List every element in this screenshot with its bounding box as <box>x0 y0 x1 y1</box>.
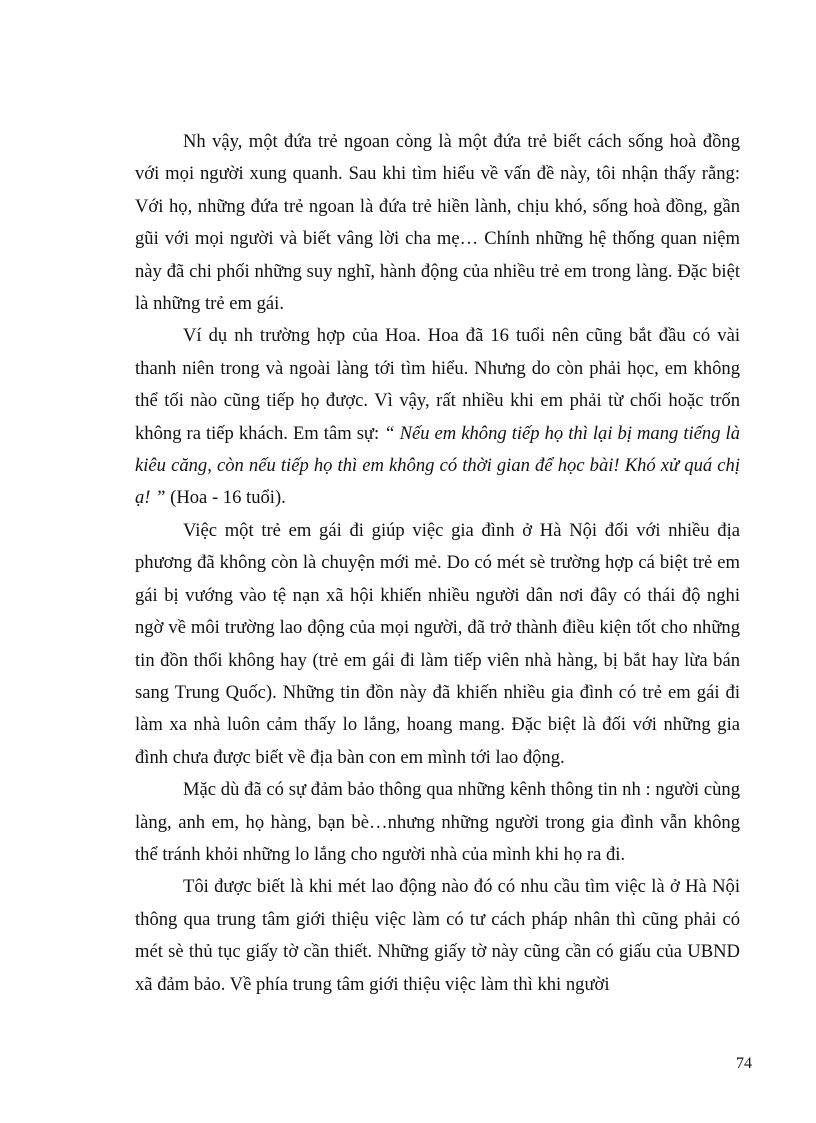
paragraph-2 <box>135 320 740 514</box>
body-text <box>135 126 740 1001</box>
quote-attribution: (Hoa - 16 tuổi). <box>165 487 286 509</box>
page-number: 74 <box>736 1055 752 1072</box>
paragraph-3: Việc một trẻ em gái đi giúp việc gia đình ở Hà Nội đối với nhiều địa phương đã không còn là chuyện mới mẻ. Do có mét sè trường hợp cá biệt trẻ em gái bị vướng vào tệ nạn xã hội khiến nhiều người dân nơi đây có thái độ nghi ngờ về môi trường lao động của mọi người, đã trở thành điều kiện tốt cho những tin đồn thổi không hay (trẻ em gái đi làm tiếp viên nhà hàng, bị bắt hay lừa bán sang Trung Quốc). Những tin đồn này đã khiến nhiều gia đình có trẻ em gái đi làm xa nhà luôn cảm thấy lo lắng, hoang mang. Đặc biệt là đối với những gia đình chưa được biết về địa bàn con em mình tới lao động. <box>135 519 740 768</box>
paragraph-1: Nh vậy, một đứa trẻ ngoan còng là một đứa trẻ biết cách sống hoà đồng với mọi người xung quanh. Sau khi tìm hiểu về vấn đề này, tôi nhận thấy rằng: Với họ, những đứa trẻ ngoan là đứa trẻ hiền lành, chịu khó, sống hoà đồng, gần gũi với mọi người và biết vâng lời cha mẹ… Chính những hệ thống quan niệm này đã chi phối những suy nghĩ, hành động của nhiều trẻ em trong làng. Đặc biệt là những trẻ em gái. <box>135 131 740 315</box>
paragraph-4: Mặc dù đã có sự đảm bảo thông qua những kênh thông tin nh : người cùng làng, anh em, họ hàng, bạn bè…nhưng những người trong gia đình vẫn không thể tránh khỏi những lo lắng cho người nhà của mình khi họ ra đi. <box>135 779 740 865</box>
paragraph-2-text-before: Ví dụ nh trường hợp của Hoa. Hoa đã 16 tuổi nên cũng bắt đầu có vài thanh niên trong và ngoài làng tới tìm hiểu. Nhưng do còn phải học, em không thể tối nào cũng tiếp họ được. Vì vậy, rất nhiều khi em phải từ chối hoặc trốn không ra tiếp khách. Em tâm sự: <box>135 325 740 444</box>
interview-quote: “ Nếu em không tiếp họ thì lại bị mang tiếng là kiêu căng, còn nếu tiếp họ thì em không có thời gian để học bài! Khó xử quá chị ạ! ” <box>135 422 741 509</box>
paragraph-5: Tôi được biết là khi mét lao động nào đó có nhu cầu tìm việc là ở Hà Nội thông qua trung tâm giới thiệu việc làm có tư cách pháp nhân thì cũng phải có mét sè thủ tục giấy tờ cần thiết. Những giấy tờ này cũng cần có giấu của UBND xã đảm bảo. Về phía trung tâm giới thiệu việc làm thì khi người <box>135 876 740 995</box>
